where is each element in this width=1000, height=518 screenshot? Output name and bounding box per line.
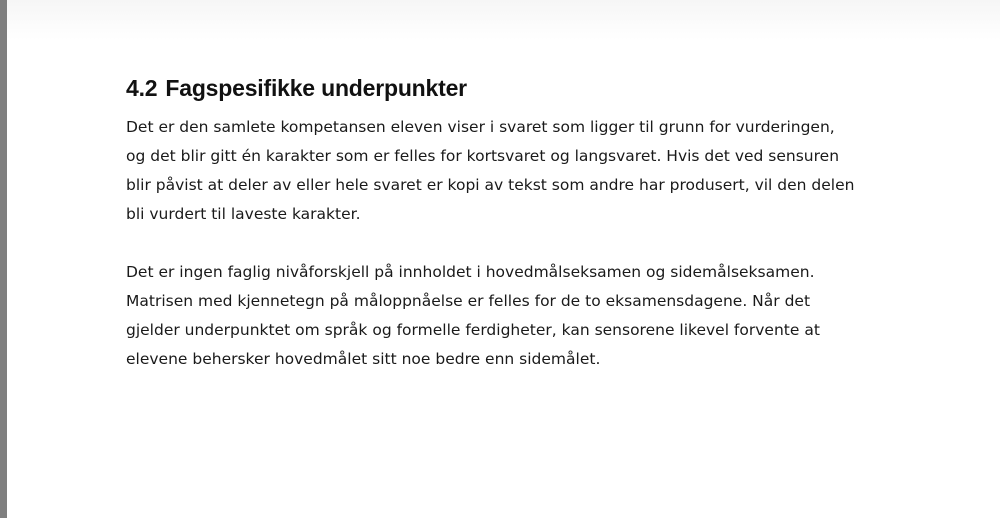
section-heading (126, 74, 926, 102)
page-content (126, 74, 926, 374)
viewer-left-edge (0, 0, 7, 518)
paragraph-line: bli vurdert til laveste karakter. (126, 205, 361, 223)
paragraph-line: Det er ingen faglig nivåforskjell på innholdet i hovedmålseksamen og sidemålseksamen. (126, 263, 815, 281)
paragraph-line: og det blir gitt én karakter som er felles for kortsvaret og langsvaret. Hvis det ved sensuren (126, 147, 840, 165)
paragraph-assessment (126, 113, 926, 229)
paragraph-line: Det er den samlete kompetansen eleven viser i svaret som ligger til grunn for vurderingen, (126, 118, 835, 136)
document-page (7, 0, 1000, 518)
paragraph-line: elevene behersker hovedmålet sitt noe bedre enn sidemålet. (126, 350, 601, 368)
paragraph-line: gjelder underpunktet om språk og formelle ferdigheter, kan sensorene likevel forvente at (126, 321, 820, 339)
paragraph-line: blir påvist at deler av eller hele svaret er kopi av tekst som andre har produsert, vil den delen (126, 176, 855, 194)
paragraph-level (126, 258, 926, 374)
section-number: 4.2 (126, 75, 158, 101)
section-title: Fagspesifikke underpunkter (165, 75, 467, 101)
paragraph-line: Matrisen med kjennetegn på måloppnåelse er felles for de to eksamensdagene. Når det (126, 292, 811, 310)
